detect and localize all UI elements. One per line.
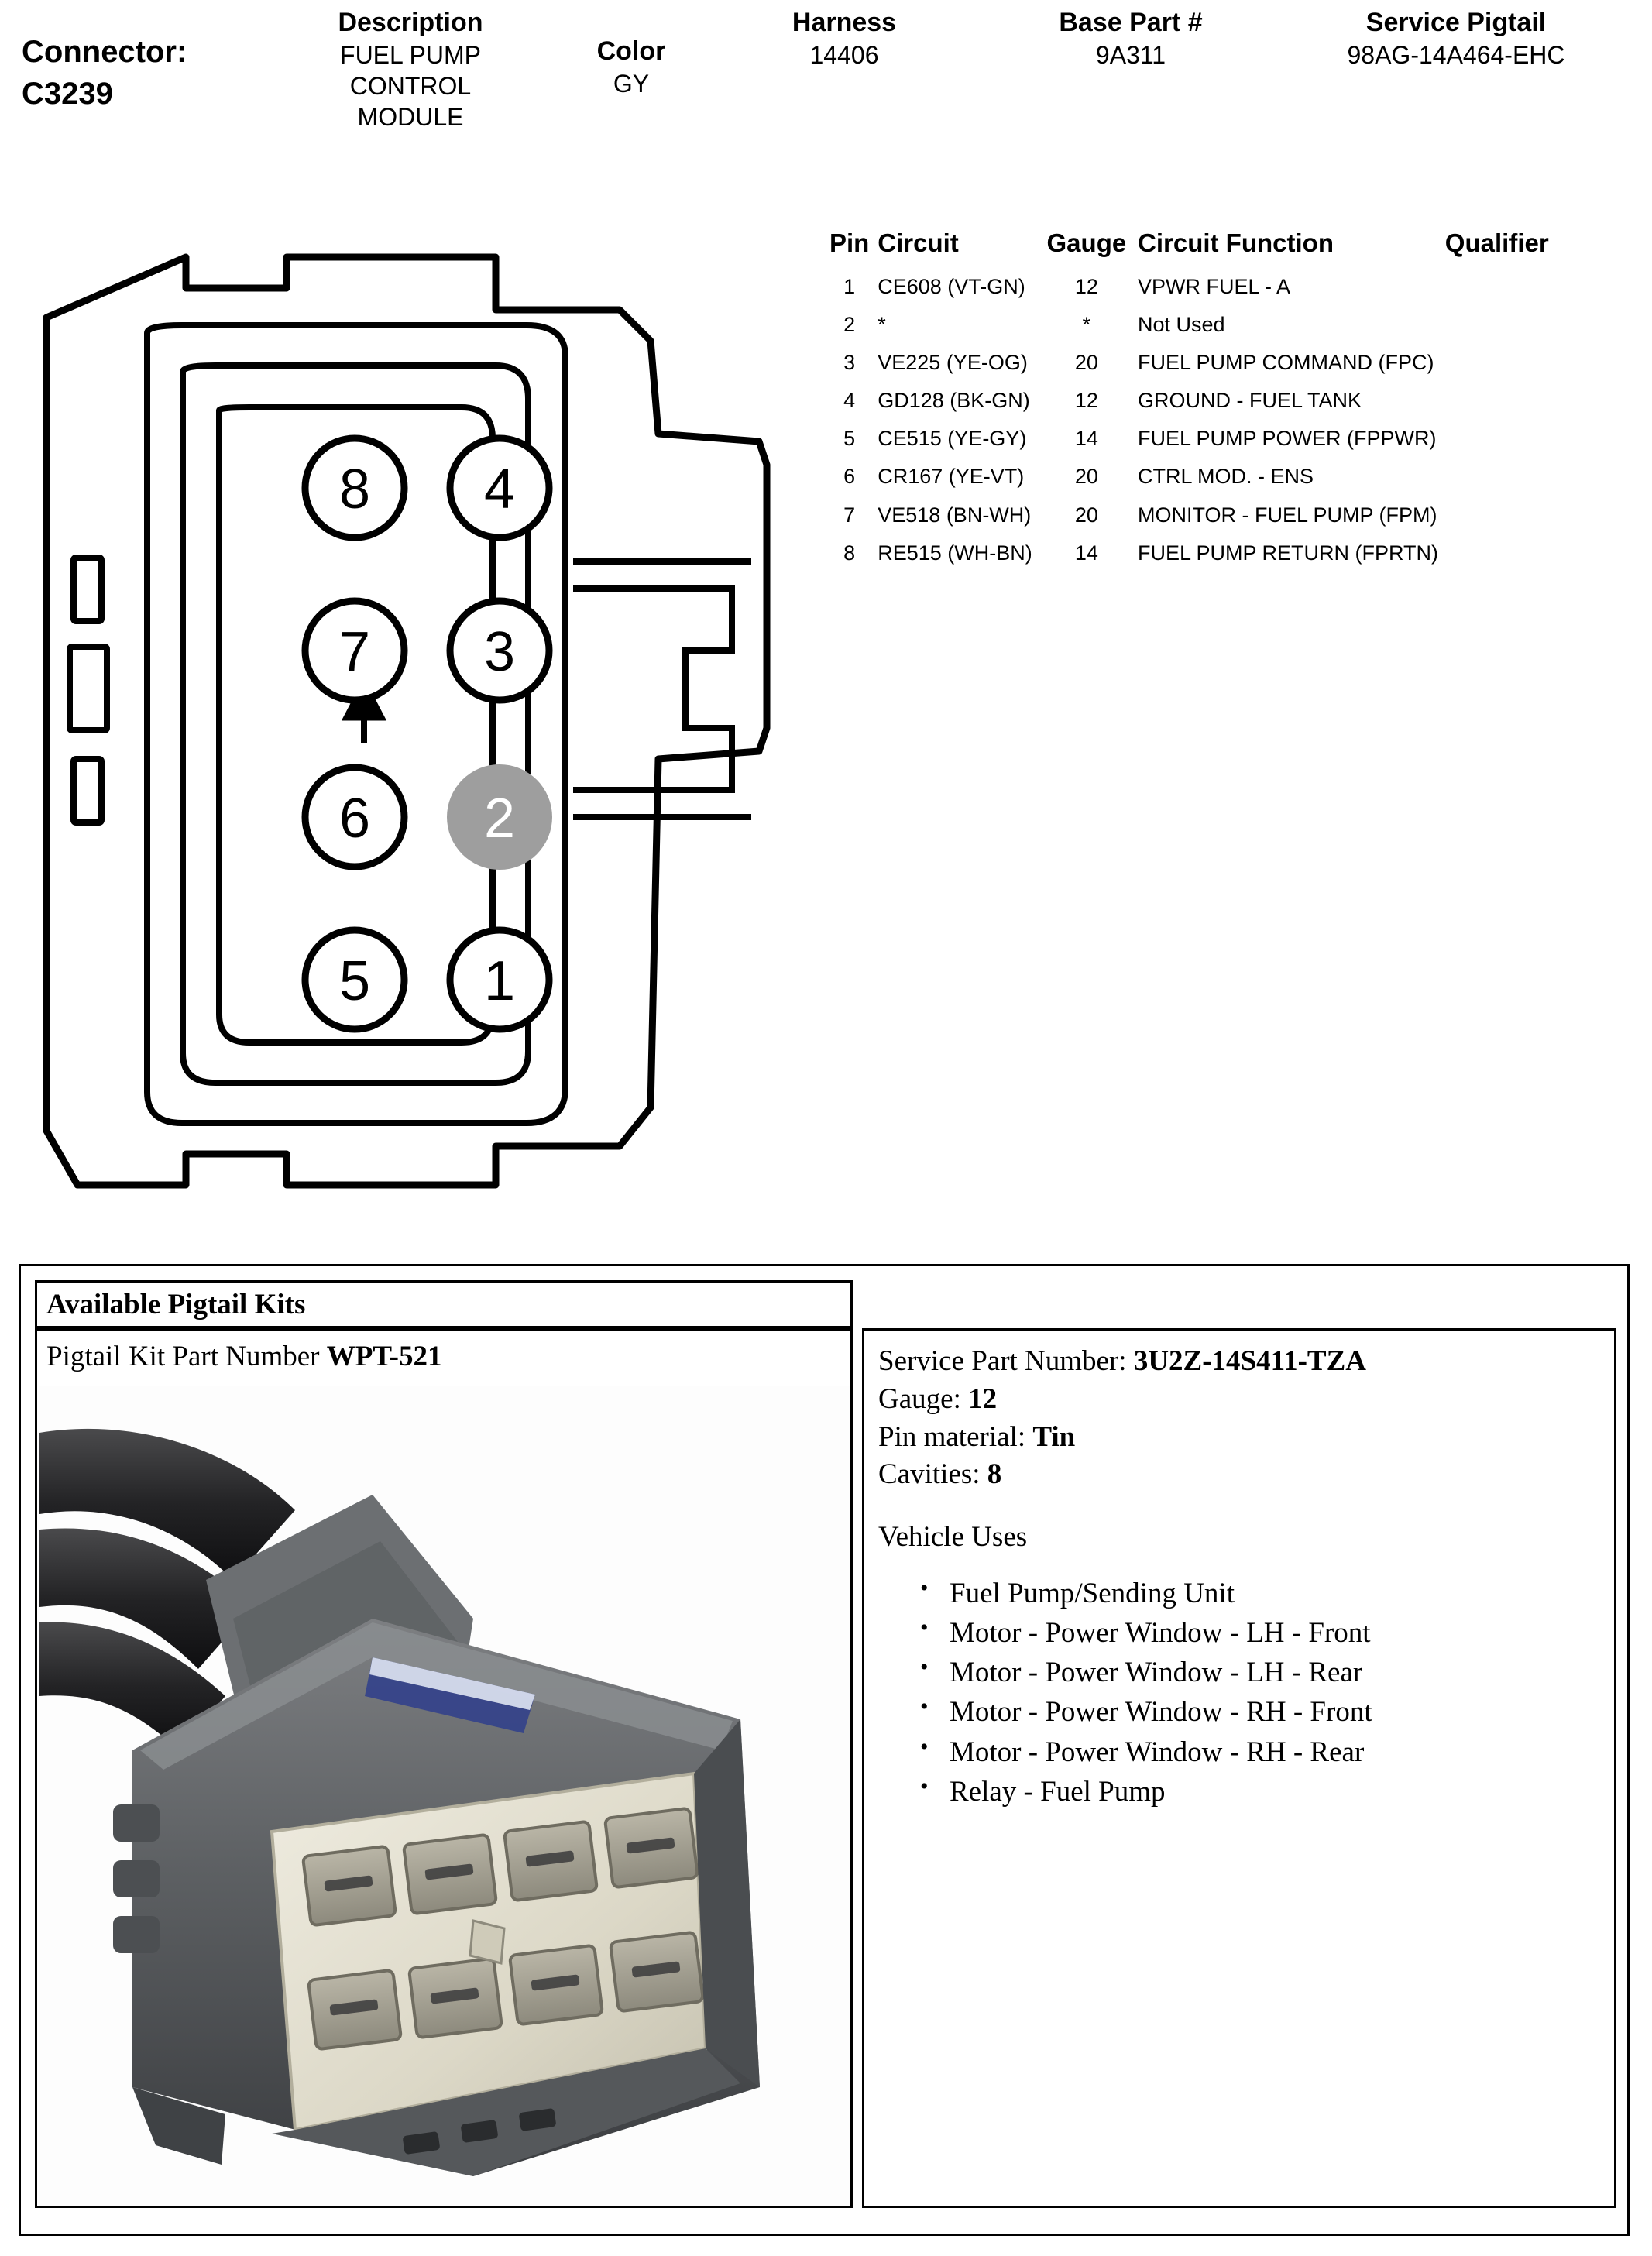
cavities-label: Cavities: [878,1458,981,1491]
pin-number-2: 2 [483,788,516,850]
cell-function: GROUND - FUEL TANK [1138,389,1362,413]
header-label-service-pigtail: Service Pigtail [1365,8,1547,37]
cell-gauge: 14 [1074,427,1098,451]
cell-qualifier [1445,537,1634,575]
vehicle-uses-title: Vehicle Uses [878,1521,1028,1554]
cell-gauge: 12 [1074,389,1098,413]
header-value-service-pigtail: 98AG-14A464-EHC [1347,40,1565,69]
cell-pin: 6 [843,465,856,489]
available-pigtail-kits-panel [19,1264,1630,2236]
pin-assignment-table [821,228,1634,575]
cell-pin: 4 [843,389,856,413]
cell-pin: 3 [843,351,856,375]
cell-function: CTRL MOD. - ENS [1138,465,1314,489]
cell-pin: 7 [843,503,856,527]
cell-function: FUEL PUMP RETURN (FPRTN) [1138,541,1439,565]
pin-number-6: 6 [338,788,371,850]
header-label-harness: Harness [792,8,897,37]
cell-pin: 2 [843,313,856,337]
header-value-description: FUEL PUMP CONTROL MODULE [340,40,481,131]
cell-gauge: * [1082,313,1091,337]
cell-circuit: CE608 (VT-GN) [878,275,1025,298]
pin-material-label: Pin material: [878,1420,1026,1453]
table-row [821,384,1634,422]
cell-circuit: VE225 (YE-OG) [878,351,1028,375]
cell-gauge: 12 [1074,275,1098,298]
header-column-description [298,6,523,132]
cavities-line [878,1456,1614,1494]
cell-pin: 1 [843,275,856,298]
cell-circuit: RE515 (WH-BN) [878,541,1032,565]
pigtail-kit-label: Pigtail Kit Part Number [46,1341,320,1372]
cell-function: MONITOR - FUEL PUMP (FPM) [1138,503,1437,527]
cell-function: FUEL PUMP COMMAND (FPC) [1138,351,1434,375]
gauge-line [878,1381,1614,1419]
cell-gauge: 20 [1074,351,1098,375]
pin-number-3: 3 [483,621,516,683]
pigtail-info-box [862,1328,1616,2208]
cell-qualifier [1445,499,1634,537]
cell-circuit: * [878,313,886,337]
cell-function: Not Used [1138,313,1225,337]
pin-number-4: 4 [483,458,516,520]
cell-gauge: 14 [1074,541,1098,565]
header-column-color [562,35,701,99]
pin-material-value: Tin [1032,1420,1076,1453]
cell-circuit: VE518 (BN-WH) [878,503,1032,527]
cell-qualifier [1445,422,1634,460]
pin-number-5: 5 [338,950,371,1012]
cell-function: FUEL PUMP POWER (FPPWR) [1138,427,1437,451]
service-part-number-value: 3U2Z-14S411-TZA [1133,1345,1366,1377]
pin-table-header-qualifier: Qualifier [1444,228,1549,257]
list-item: • Motor - Power Window - LH - Rear [950,1653,1614,1692]
list-item: • Motor - Power Window - LH - Front [950,1613,1614,1653]
cell-circuit: CE515 (YE-GY) [878,427,1027,451]
list-item: • Motor - Power Window - RH - Rear [950,1732,1614,1772]
pigtail-kit-part-number: WPT-521 [326,1341,442,1372]
cell-qualifier [1445,384,1634,422]
connector-face-diagram [31,248,813,1224]
cell-qualifier [1445,270,1634,308]
pigtail-panel-title [35,1280,853,1328]
pigtail-panel-title-text: Available Pigtail Kits [46,1288,306,1320]
pin-number-8: 8 [338,458,371,520]
cell-pin: 5 [843,427,856,451]
table-row [821,422,1634,460]
pin-material-line [878,1419,1614,1457]
pigtail-kit-header [37,1331,850,1381]
header-column-base-part [1026,6,1235,70]
table-row [821,308,1634,346]
cavities-value: 8 [987,1458,1002,1491]
header-label-color: Color [596,36,666,66]
pin-table-header-pin: Pin [829,228,870,257]
cell-circuit: CR167 (YE-VT) [878,465,1025,489]
header-value-color: GY [613,69,650,98]
header-label-base-part: Base Part # [1059,8,1203,37]
cell-pin: 8 [843,541,856,565]
table-row [821,346,1634,384]
gauge-value: 12 [968,1382,998,1415]
vehicle-uses-list [878,1574,1614,1811]
pin-number-1: 1 [483,950,516,1012]
document-header [0,0,1652,167]
service-part-number-line [878,1343,1614,1381]
header-column-harness [744,6,945,70]
connector-identifier [22,31,187,115]
header-label-description: Description [338,8,483,37]
pin-table-header-function: Circuit Function [1138,228,1334,257]
cell-qualifier [1445,346,1634,384]
list-item: • Motor - Power Window - RH - Front [950,1692,1614,1732]
connector-label: Connector: [22,35,187,69]
table-row [821,499,1634,537]
table-row [821,270,1634,308]
service-part-number-label: Service Part Number: [878,1345,1127,1377]
table-row [821,537,1634,575]
cell-circuit: GD128 (BK-GN) [878,389,1030,413]
table-row [821,460,1634,498]
pigtail-kit-box [35,1328,853,2208]
cell-function: VPWR FUEL - A [1138,275,1291,298]
gauge-label: Gauge: [878,1382,961,1415]
cell-qualifier [1445,460,1634,498]
list-item: • Relay - Fuel Pump [950,1772,1614,1811]
connector-id: C3239 [22,77,113,111]
cell-gauge: 20 [1074,503,1098,527]
pin-table-header-row [821,228,1634,270]
header-value-base-part: 9A311 [1095,40,1166,69]
header-value-harness: 14406 [809,40,879,69]
pin-table-header-gauge: Gauge [1046,228,1127,257]
list-item: • Fuel Pump/Sending Unit [950,1574,1614,1613]
pin-number-7: 7 [338,621,371,683]
pin-table-header-circuit: Circuit [878,228,959,257]
pigtail-connector-photo [39,1386,850,2206]
cell-qualifier [1445,308,1634,346]
header-column-service-pigtail [1301,6,1611,70]
cell-gauge: 20 [1074,465,1098,489]
